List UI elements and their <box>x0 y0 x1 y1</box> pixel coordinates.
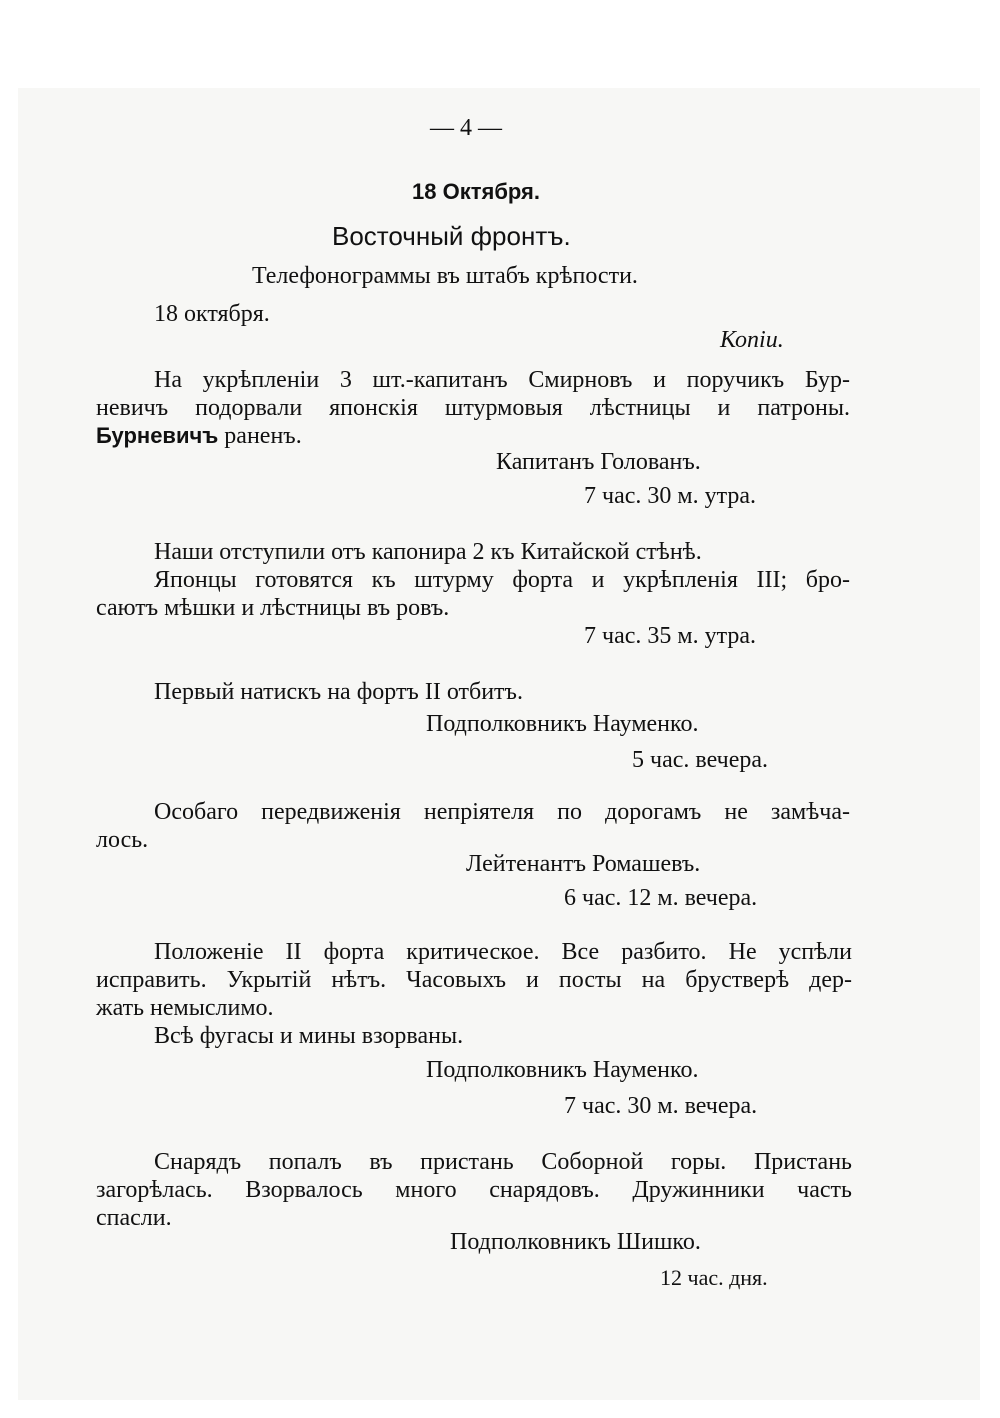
message-4-line-2: лось. <box>96 827 149 853</box>
message-2-line-1: Наши отступили отъ капонира 2 къ Китайской стѣнѣ. <box>154 539 702 565</box>
message-1-line-1: На укрѣпленіи 3 шт.-капитанъ Смирновъ и поручикъ Бур- <box>154 367 850 393</box>
message-3-time: 5 час. вечера. <box>632 747 768 773</box>
date-heading: 18 Октября. <box>412 179 541 204</box>
wounded-status: раненъ. <box>218 423 302 449</box>
message-3-line-1: Первый натискъ на фортъ II отбитъ. <box>154 679 523 705</box>
message-4-signature: Лейтенантъ Ромашевъ. <box>466 851 701 877</box>
message-6-line-1: Снарядъ попалъ въ пристань Соборной горы. Пристань <box>154 1149 852 1175</box>
message-3-signature: Подполковникъ Науменко. <box>426 711 699 737</box>
message-5-line-1: Положеніе II форта критическое. Все разбито. Не успѣли <box>154 939 852 965</box>
message-5-line-3: жать немыслимо. <box>96 995 274 1021</box>
message-2-line-3: саютъ мѣшки и лѣстницы въ ровъ. <box>96 595 450 621</box>
date-line: 18 октября. <box>154 301 270 327</box>
message-1-time: 7 час. 30 м. утра. <box>584 483 756 509</box>
message-1-line-2: невичъ подорвали японскія штурмовыя лѣстницы и патроны. <box>96 395 850 421</box>
copy-note: Копіи. <box>720 327 784 353</box>
message-2-time: 7 час. 35 м. утра. <box>584 623 756 649</box>
wounded-name: Бурневичъ <box>96 423 219 448</box>
message-6-line-2: загорѣлась. Взорвалось много снарядовъ. Дружинники часть <box>96 1177 852 1203</box>
message-2-line-2: Японцы готовятся къ штурму форта и укрѣпленія III; бро- <box>154 567 850 593</box>
subheading: Телефонограммы въ штабъ крѣпости. <box>252 263 638 289</box>
page-number: — 4 — <box>430 115 502 141</box>
message-5-line-4: Всѣ фугасы и мины взорваны. <box>154 1023 464 1049</box>
section-heading: Восточный фронтъ. <box>332 221 571 251</box>
message-5-time: 7 час. 30 м. вечера. <box>564 1093 758 1119</box>
message-4-time: 6 час. 12 м. вечера. <box>564 885 758 911</box>
message-6-signature: Подполковникъ Шишко. <box>450 1229 701 1255</box>
message-1-line-3 <box>96 422 302 450</box>
message-6-time: 12 час. дня. <box>660 1265 768 1290</box>
message-5-line-2: исправить. Укрытій нѣтъ. Часовыхъ и посты на брустверѣ дер- <box>96 967 852 993</box>
message-4-line-1: Особаго передвиженія непріятеля по дорогамъ не замѣча- <box>154 799 850 825</box>
message-5-signature: Подполковникъ Науменко. <box>426 1057 699 1083</box>
message-6-line-3: спасли. <box>96 1205 172 1231</box>
message-1-signature: Капитанъ Голованъ. <box>496 449 701 475</box>
